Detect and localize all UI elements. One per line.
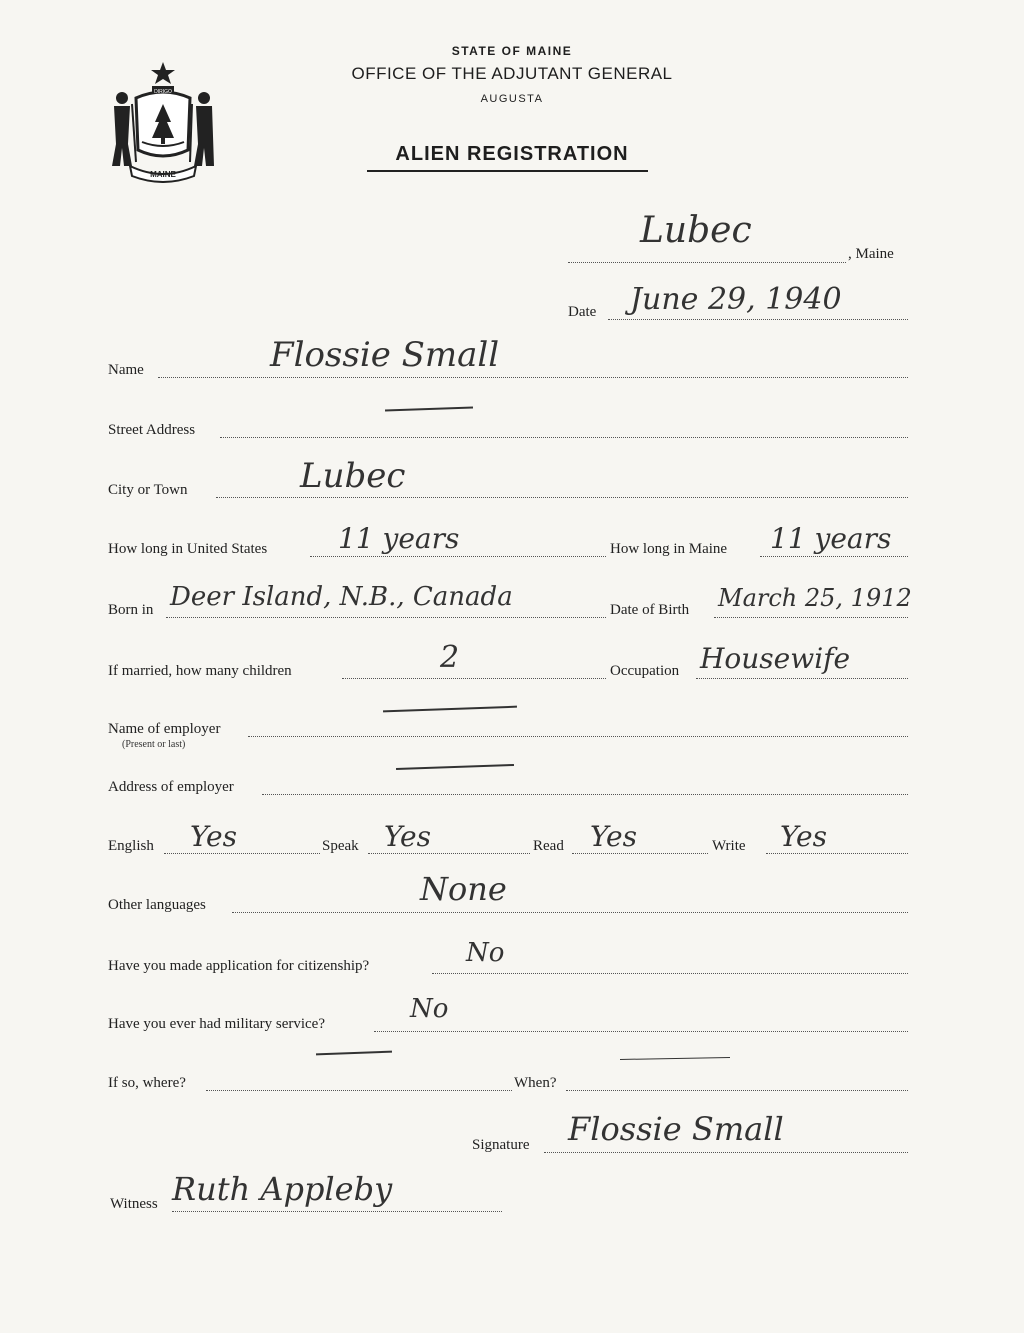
when-dash xyxy=(620,1057,730,1060)
how-long-us-label: How long in United States xyxy=(108,541,268,557)
how-long-us-line xyxy=(310,556,606,557)
witness-value: Ruth Appleby xyxy=(172,1170,393,1208)
when-line xyxy=(566,1090,908,1091)
how-long-maine-line xyxy=(760,556,908,557)
children-value: 2 xyxy=(440,640,460,675)
english-line xyxy=(164,853,320,854)
how-long-maine-value: 11 years xyxy=(770,522,892,555)
employer-label: Name of employer xyxy=(108,721,221,737)
speak-line xyxy=(368,853,530,854)
city-line xyxy=(216,497,908,498)
title-underline xyxy=(367,170,648,172)
military-value: No xyxy=(410,994,449,1024)
how-long-us-value: 11 years xyxy=(338,522,460,555)
read-value: Yes xyxy=(590,820,637,853)
header-city: AUGUSTA xyxy=(480,93,544,105)
where-line xyxy=(206,1090,512,1091)
other-languages-value: None xyxy=(420,870,507,908)
how-long-maine-label: How long in Maine xyxy=(610,541,728,557)
born-in-label: Born in xyxy=(108,602,154,618)
military-line xyxy=(374,1031,908,1032)
name-value: Flossie Small xyxy=(270,335,500,375)
maine-label: , Maine xyxy=(848,246,894,262)
write-value: Yes xyxy=(780,820,827,853)
where-label: If so, where? xyxy=(108,1075,186,1091)
town-line xyxy=(568,262,846,263)
maine-state-seal-icon xyxy=(108,58,218,183)
seal-motto: DIRIGO xyxy=(154,89,172,95)
other-languages-label: Other languages xyxy=(108,897,206,913)
born-in-line xyxy=(166,617,606,618)
other-languages-line xyxy=(232,912,908,913)
form-title: ALIEN REGISTRATION xyxy=(395,143,629,165)
date-of-birth-label: Date of Birth xyxy=(610,602,690,618)
date-of-birth-line xyxy=(714,617,908,618)
signature-line xyxy=(544,1152,908,1153)
city-label: City or Town xyxy=(108,482,188,498)
occupation-line xyxy=(696,678,908,679)
date-line xyxy=(608,319,908,320)
employer-sublabel: (Present or last) xyxy=(122,739,186,750)
children-label: If married, how many children xyxy=(108,663,292,679)
employer-address-dash xyxy=(396,764,514,770)
occupation-label: Occupation xyxy=(610,663,680,679)
name-label: Name xyxy=(108,362,144,378)
occupation-value: Housewife xyxy=(700,642,851,675)
citizenship-label: Have you made application for citizenship? xyxy=(108,958,370,974)
military-label: Have you ever had military service? xyxy=(108,1016,325,1032)
employer-line xyxy=(248,736,908,737)
read-label: Read xyxy=(533,838,564,854)
date-label: Date xyxy=(568,304,597,320)
children-line xyxy=(342,678,606,679)
born-in-value: Deer Island, N.B., Canada xyxy=(170,582,513,612)
signature-label: Signature xyxy=(472,1137,530,1153)
street-label: Street Address xyxy=(108,422,196,438)
seal-text: MAINE xyxy=(150,170,176,179)
name-line xyxy=(158,377,908,378)
signature-value: Flossie Small xyxy=(568,1110,784,1148)
employer-address-label: Address of employer xyxy=(108,779,234,795)
write-line xyxy=(766,853,908,854)
witness-line xyxy=(172,1211,502,1212)
speak-label: Speak xyxy=(322,838,359,854)
witness-label: Witness xyxy=(110,1196,158,1212)
date-value: June 29, 1940 xyxy=(630,282,842,317)
english-value: Yes xyxy=(190,820,237,853)
where-dash xyxy=(316,1051,392,1056)
read-line xyxy=(572,853,708,854)
when-label: When? xyxy=(514,1075,557,1091)
town-value: Lubec xyxy=(640,210,752,251)
english-label: English xyxy=(108,838,154,854)
street-dash xyxy=(385,406,473,411)
header-state: STATE OF MAINE xyxy=(451,44,573,58)
date-of-birth-value: March 25, 1912 xyxy=(718,584,912,612)
employer-address-line xyxy=(262,794,908,795)
speak-value: Yes xyxy=(384,820,431,853)
write-label: Write xyxy=(712,838,746,854)
street-line xyxy=(220,437,908,438)
city-value: Lubec xyxy=(300,456,406,496)
header-office: OFFICE OF THE ADJUTANT GENERAL xyxy=(351,64,673,83)
citizenship-line xyxy=(432,973,908,974)
employer-dash xyxy=(383,706,517,713)
citizenship-value: No xyxy=(466,938,505,968)
